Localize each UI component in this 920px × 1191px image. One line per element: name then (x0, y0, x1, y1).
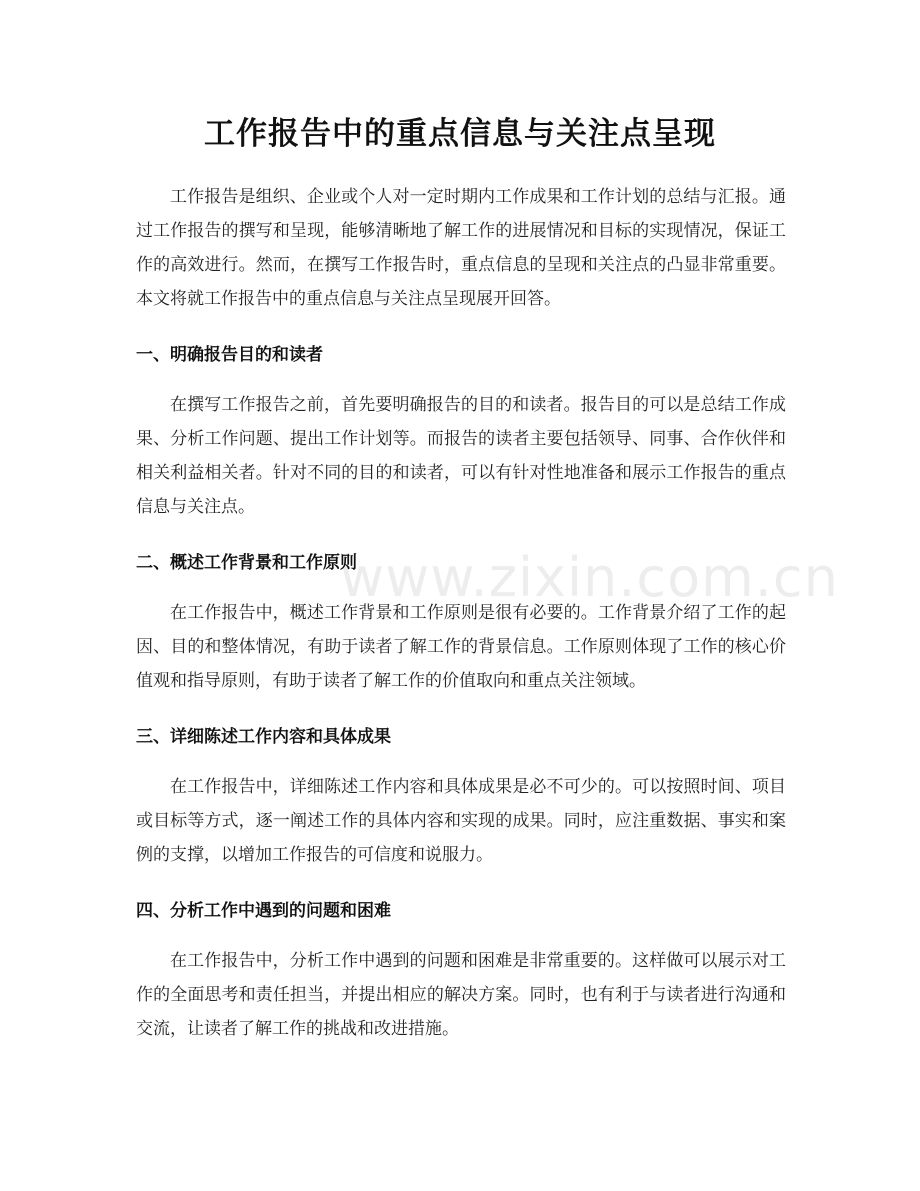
intro-paragraph: 工作报告是组织、企业或个人对一定时期内工作成果和工作计划的总结与汇报。通过工作报告的撰写和呈现，能够清晰地了解工作的进展情况和目标的实现情况，保证工作的高效进行。然而，在撰写工作报告时，重点信息的呈现和关注点的凸显非常重要。本文将就工作报告中的重点信息与关注点呈现展开回答。 (136, 187, 786, 309)
page-title: 工作报告中的重点信息与关注点呈现 (204, 116, 716, 152)
document-body (136, 180, 786, 1046)
watermark: www.zixin.com.cn (340, 546, 839, 609)
section-1-heading: 一、明确报告目的和读者 (136, 345, 323, 365)
section-2-heading: 二、概述工作背景和工作原则 (136, 553, 357, 573)
section-1-paragraph: 在撰写工作报告之前，首先要明确报告的目的和读者。报告目的可以是总结工作成果、分析工作问题、提出工作计划等。而报告的读者主要包括领导、同事、合作伙伴和相关利益相关者。针对不同的目的和读者，可以有针对性地准备和展示工作报告的重点信息与关注点。 (136, 395, 786, 517)
section-2-paragraph: 在工作报告中，概述工作背景和工作原则是很有必要的。工作背景介绍了工作的起因、目的和整体情况，有助于读者了解工作的背景信息。工作原则体现了工作的核心价值观和指导原则，有助于读者了解工作的价值取向和重点关注领域。 (136, 603, 786, 691)
section-4-paragraph: 在工作报告中，分析工作中遇到的问题和困难是非常重要的。这样做可以展示对工作的全面思考和责任担当，并提出相应的解决方案。同时，也有利于与读者进行沟通和交流，让读者了解工作的挑战和改进措施。 (136, 951, 786, 1039)
section-3-heading: 三、详细陈述工作内容和具体成果 (136, 727, 391, 747)
section-4-heading: 四、分析工作中遇到的问题和困难 (136, 901, 391, 921)
section-3-paragraph: 在工作报告中，详细陈述工作内容和具体成果是必不可少的。可以按照时间、项目或目标等方式，逐一阐述工作的具体内容和实现的成果。同时，应注重数据、事实和案例的支撑，以增加工作报告的可信度和说服力。 (136, 777, 786, 865)
